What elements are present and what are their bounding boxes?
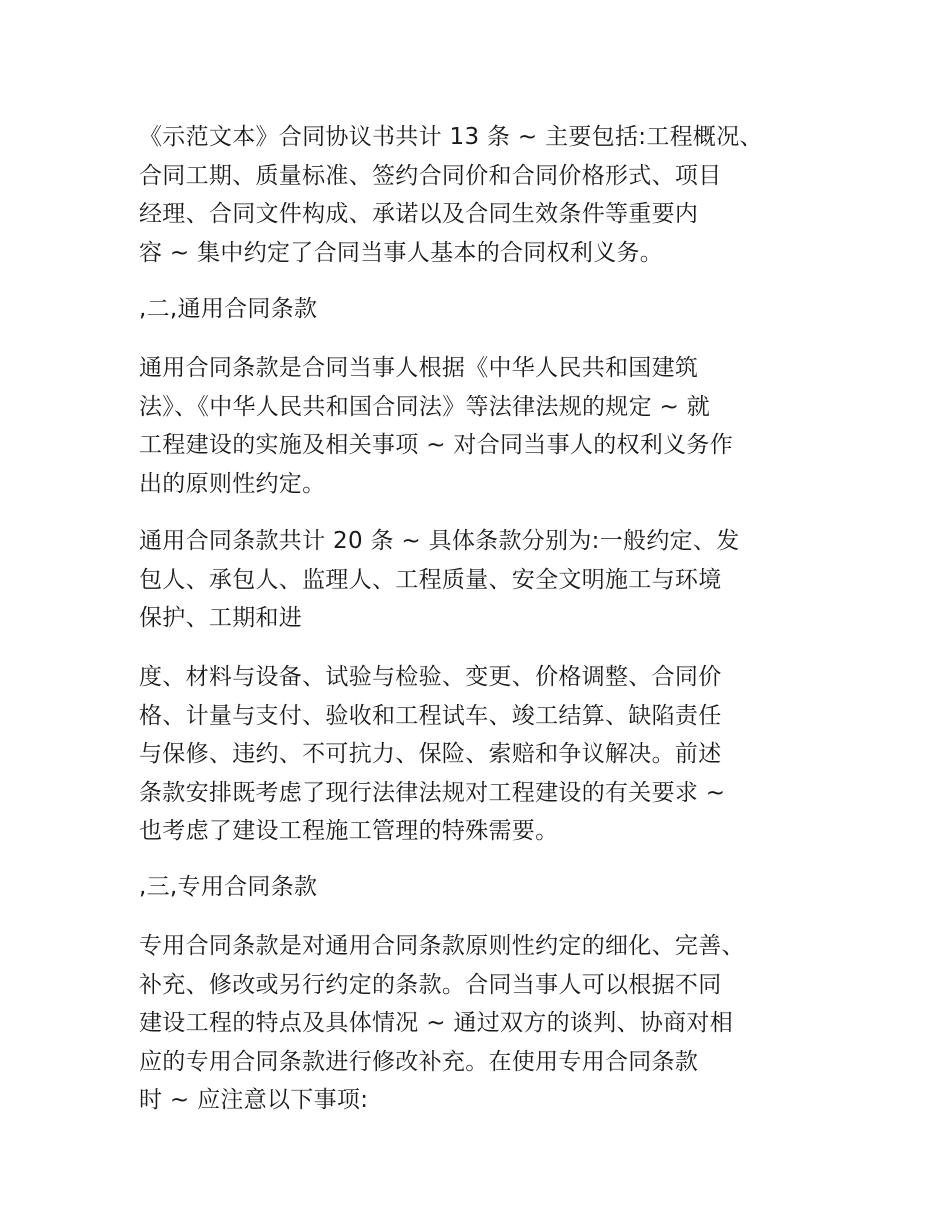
text-line: 补充、修改或另行约定的条款。合同当事人可以根据不同 — [139, 971, 722, 998]
section-heading: ,三,专用合同条款 — [139, 874, 318, 900]
paragraph-agreement-summary — [139, 118, 819, 272]
text-line: 保护、工期和进 — [139, 605, 303, 631]
section-heading-special-terms — [139, 868, 819, 907]
paragraph-general-terms-count — [139, 522, 819, 638]
text-line: 建设工程的特点及具体情况 ~ 通过双方的谈判、协商对相 — [139, 1010, 733, 1036]
text-line: 合同工期、质量标准、签约合同价和合同价格形式、项目 — [139, 162, 722, 189]
text-line: 应的专用合同条款进行修改补充。在使用专用合同条款 — [139, 1048, 699, 1075]
text-line: 条款安排既考虑了现行法律法规对工程建设的有关要求 ~ — [139, 779, 726, 806]
paragraph-general-terms-list — [139, 658, 819, 851]
text-line: 与保修、违约、不可抗力、保险、索赔和争议解决。前述 — [139, 741, 722, 767]
text-line: 出的原则性约定。 — [139, 470, 326, 497]
text-line: 容 ~ 集中约定了合同当事人基本的合同权利义务。 — [139, 239, 664, 266]
section-heading: ,二,通用合同条款 — [139, 296, 318, 322]
text-line: 度、材料与设备、试验与检验、变更、价格调整、合同价 — [139, 664, 722, 690]
section-heading-general-terms — [139, 290, 819, 329]
text-line: 经理、合同文件构成、承诺以及合同生效条件等重要内 — [139, 201, 699, 227]
text-line: 专用合同条款是对通用合同条款原则性约定的细化、完善、 — [139, 933, 745, 959]
paragraph-special-terms — [139, 927, 819, 1120]
text-line: 通用合同条款是合同当事人根据《中华人民共和国建筑 — [139, 355, 699, 381]
text-line: 格、计量与支付、验收和工程试车、竣工结算、缺陷责任 — [139, 702, 722, 729]
text-line: 工程建设的实施及相关事项 ~ 对合同当事人的权利义务作 — [139, 432, 733, 458]
text-line: 时 ~ 应注意以下事项: — [139, 1087, 369, 1113]
text-line: 也考虑了建设工程施工管理的特殊需要。 — [139, 818, 559, 844]
text-line: 《示范文本》合同协议书共计 13 条 ~ 主要包括:工程概况、 — [139, 124, 763, 150]
paragraph-general-terms-definition — [139, 349, 819, 503]
text-line: 法》、《中华人民共和国合同法》等法律法规的规定 ~ 就 — [139, 393, 710, 420]
text-line: 包人、承包人、监理人、工程质量、安全文明施工与环境 — [139, 566, 722, 593]
text-line: 通用合同条款共计 20 条 ~ 具体条款分别为:一般约定、发 — [139, 528, 740, 554]
